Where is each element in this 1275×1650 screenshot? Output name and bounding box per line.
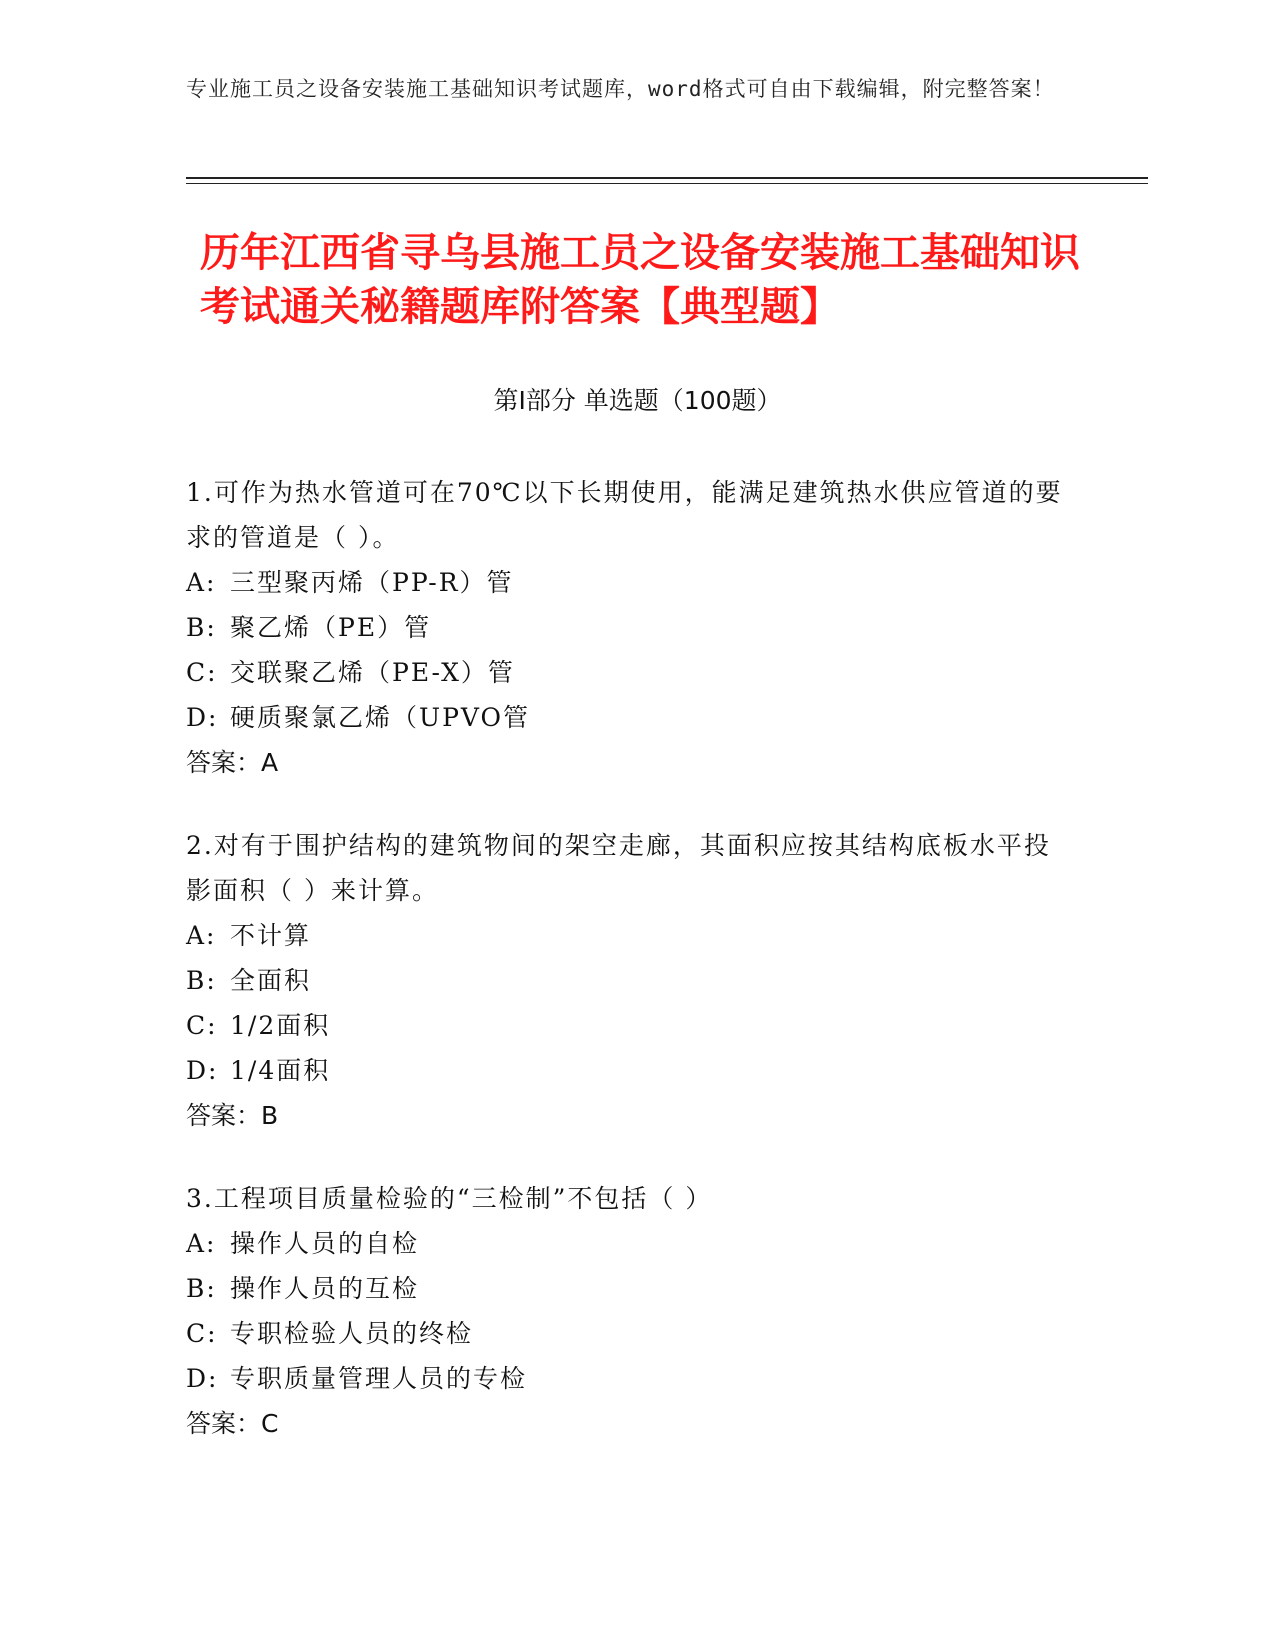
option-text: 三型聚丙烯（PP-R）管: [230, 568, 514, 597]
option-b: [186, 958, 1066, 1003]
option-c: [186, 650, 1066, 695]
option-key: B:: [186, 613, 217, 642]
option-a: [186, 560, 1066, 605]
header-note: 专业施工员之设备安装施工基础知识考试题库，word格式可自由下载编辑，附完整答案！: [186, 77, 1055, 101]
question-3: [186, 1176, 1066, 1446]
header-rule-thin: [186, 183, 1148, 184]
option-b: [186, 1266, 1066, 1311]
answer: 答案：C: [186, 1409, 279, 1438]
section-title: 第Ⅰ部分 单选题（100题）: [493, 386, 782, 415]
option-c: [186, 1003, 1066, 1048]
question-2: [186, 823, 1066, 1138]
option-key: C:: [186, 658, 218, 687]
question-1: [186, 470, 1066, 785]
option-text: 交联聚乙烯（PE-X）管: [230, 658, 515, 687]
option-text: 聚乙烯（PE）管: [230, 613, 432, 642]
question-list: [186, 470, 1066, 1484]
option-d: [186, 695, 1066, 740]
option-text: 不计算: [230, 921, 312, 950]
option-key: D:: [186, 1364, 219, 1393]
option-a: [186, 913, 1066, 958]
option-key: A:: [186, 921, 217, 950]
option-key: C:: [186, 1011, 218, 1040]
question-stem: 2.对有于围护结构的建筑物间的架空走廊，其面积应按其结构底板水平投影面积（ ）来计算。: [186, 831, 1051, 905]
option-c: [186, 1311, 1066, 1356]
option-key: C:: [186, 1319, 218, 1348]
option-text: 操作人员的自检: [230, 1229, 420, 1258]
option-key: D:: [186, 703, 219, 732]
option-key: B:: [186, 966, 217, 995]
document-title: 历年江西省寻乌县施工员之设备安装施工基础知识考试通关秘籍题库附答案【典型题】: [200, 230, 1080, 330]
option-text: 硬质聚氯乙烯（UPVO管: [230, 703, 531, 732]
question-stem: 3.工程项目质量检验的“三检制”不包括（ ）: [186, 1184, 713, 1213]
option-d: [186, 1048, 1066, 1093]
answer: 答案：B: [186, 1101, 279, 1130]
option-a: [186, 1221, 1066, 1266]
option-key: A:: [186, 1229, 217, 1258]
option-text: 全面积: [230, 966, 312, 995]
option-b: [186, 605, 1066, 650]
option-text: 专职质量管理人员的专检: [230, 1364, 528, 1393]
option-text: 专职检验人员的终检: [230, 1319, 474, 1348]
option-d: [186, 1356, 1066, 1401]
answer: 答案：A: [186, 748, 279, 777]
option-key: A:: [186, 568, 217, 597]
option-key: B:: [186, 1274, 217, 1303]
header-rule-thick: [186, 177, 1148, 179]
option-text: 1/2面积: [230, 1011, 331, 1040]
option-text: 1/4面积: [230, 1056, 331, 1085]
question-stem: 1.可作为热水管道可在70℃以下长期使用，能满足建筑热水供应管道的要求的管道是（ ）。: [186, 478, 1063, 552]
option-key: D:: [186, 1056, 219, 1085]
option-text: 操作人员的互检: [230, 1274, 420, 1303]
